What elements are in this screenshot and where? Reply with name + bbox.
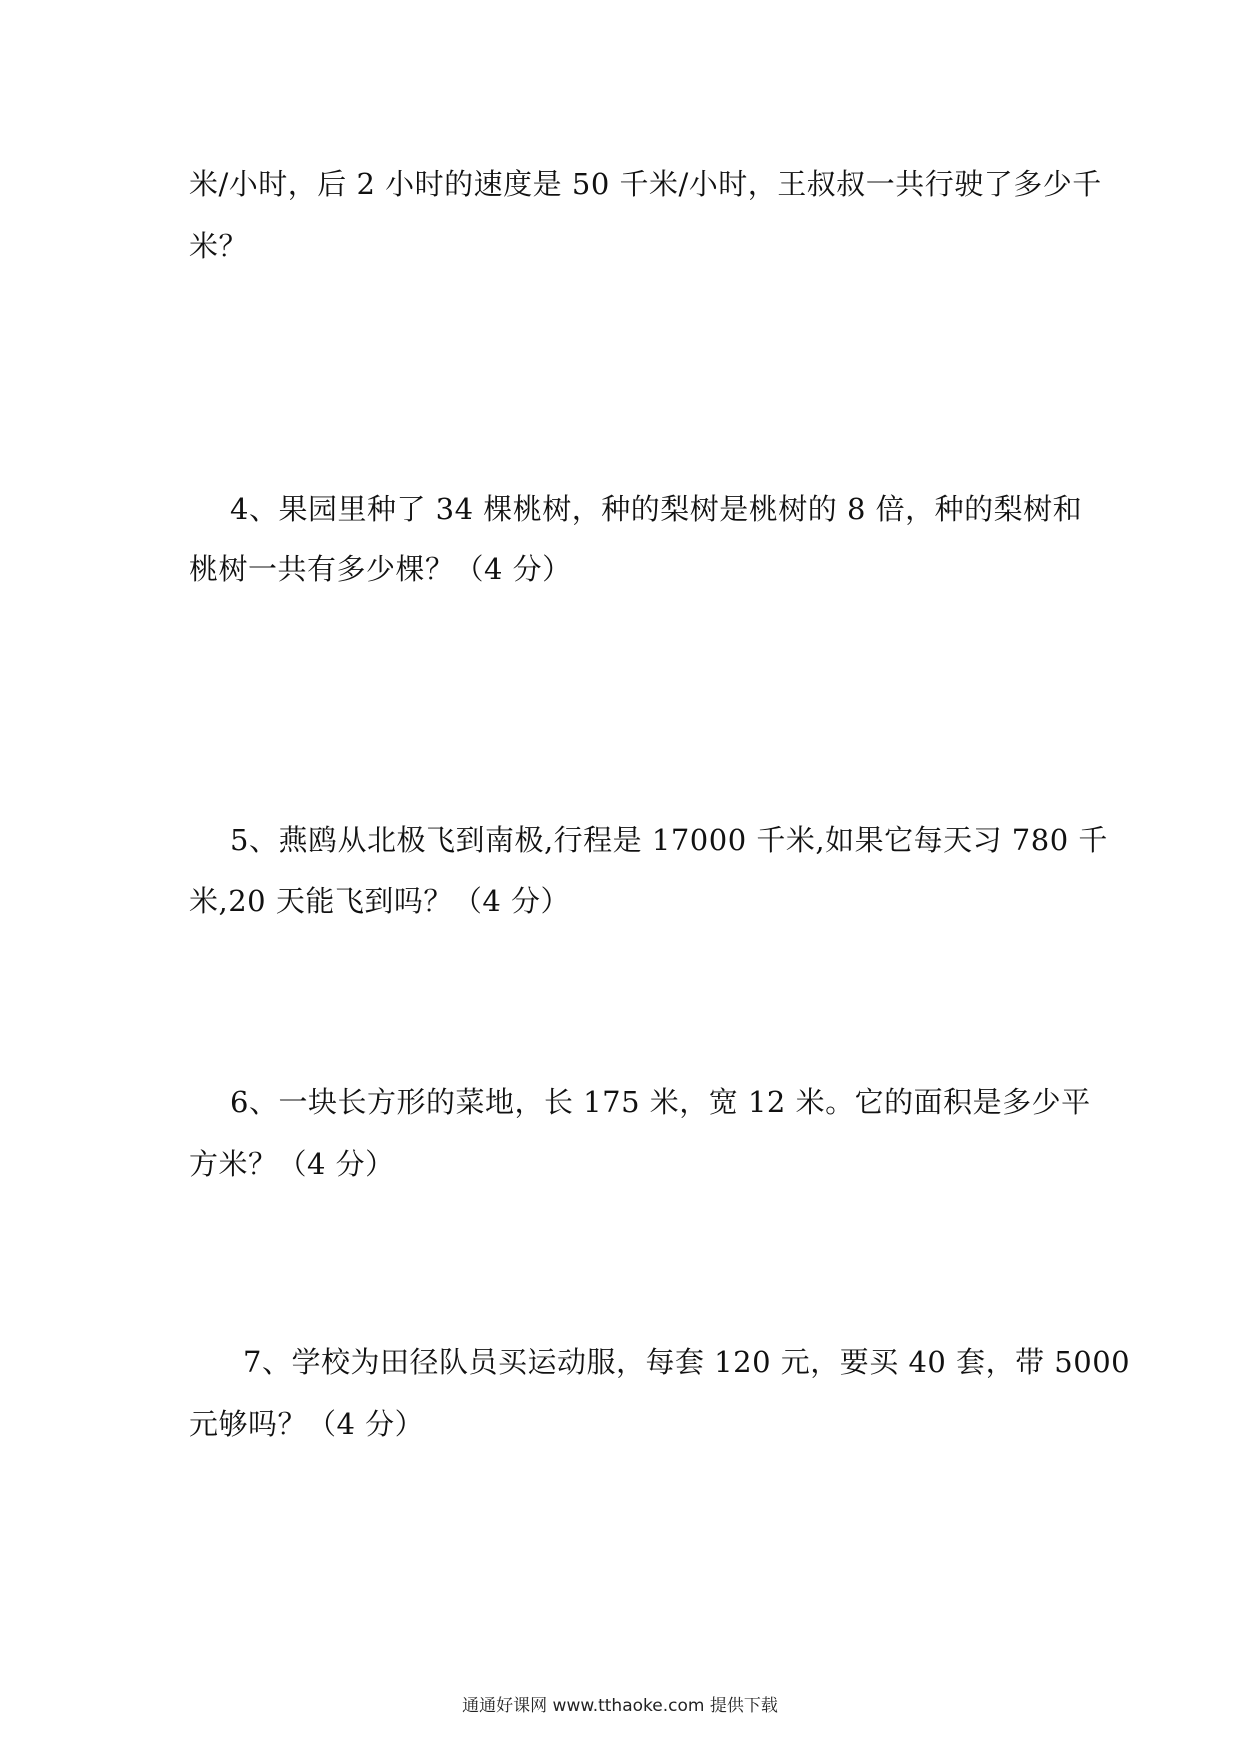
- question-4-line-2: 桃树一共有多少棵？（4 分）: [189, 552, 572, 586]
- question-3-line-1: 米/小时，后 2 小时的速度是 50 千米/小时，王叔叔一共行驶了多少千: [189, 167, 1102, 201]
- question-7-line-1: 7、学校为田径队员买运动服，每套 120 元，要买 40 套，带 5000: [243, 1345, 1131, 1379]
- question-6-line-2: 方米？（4 分）: [189, 1147, 395, 1181]
- question-5-line-1: 5、燕鸥从北极飞到南极,行程是 17000 千米,如果它每天习 780 千: [230, 823, 1108, 857]
- page-footer: 通通好课网 www.tthaoke.com 提供下载: [462, 1696, 778, 1716]
- question-3-line-2: 米？: [189, 229, 249, 263]
- question-5-line-2: 米,20 天能飞到吗？（4 分）: [189, 884, 571, 918]
- question-4-line-1: 4、果园里种了 34 棵桃树，种的梨树是桃树的 8 倍，种的梨树和: [230, 492, 1083, 526]
- question-6-line-1: 6、一块长方形的菜地，长 175 米，宽 12 米。它的面积是多少平: [230, 1085, 1091, 1119]
- question-7-line-2: 元够吗？（4 分）: [189, 1407, 425, 1441]
